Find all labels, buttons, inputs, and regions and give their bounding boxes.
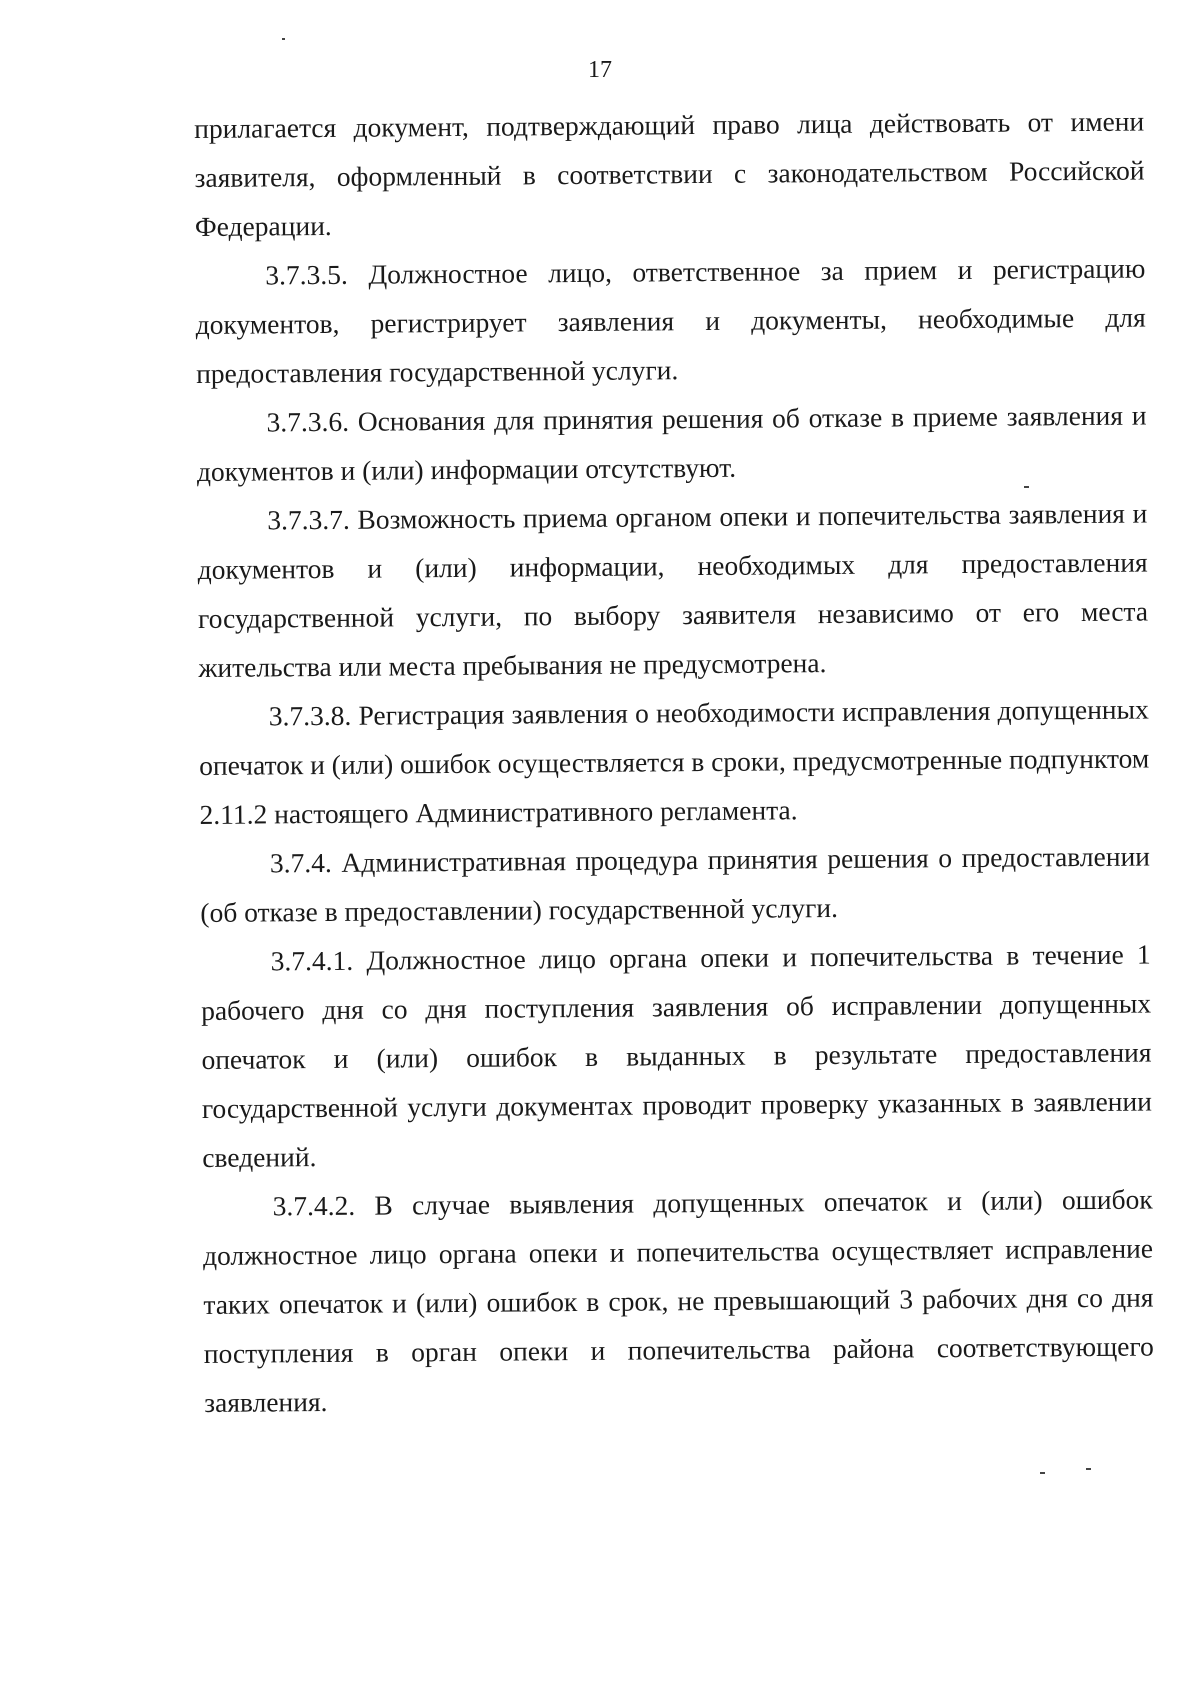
paragraph-3-7-4: 3.7.4. Административная процедура принятия решения о предоставлении (об отказе в предоставлении) государственной услуги.: [200, 840, 1151, 928]
paragraph-3-7-3-7: 3.7.3.7. Возможность приема органом опеки и попечительства заявления и документов и (или) информации, необходимых для предоставления государственной услуги, по выбору заявителя независимо от его места жительства или места пребывания не предусмотрена.: [197, 497, 1149, 683]
scan-speck: [1040, 1472, 1045, 1474]
page-number: 17: [588, 57, 612, 83]
scan-speck: [1024, 486, 1029, 488]
document-body: [194, 97, 1154, 1427]
paragraph-3-7-3-8: 3.7.3.8. Регистрация заявления о необходимости исправления допущенных опечаток и (или) ошибок осуществляется в сроки, предусмотренные подпунктом 2.11.2 настоящего Административного регламента.: [199, 693, 1150, 830]
paragraph-continuation: прилагается документ, подтверждающий право лица действовать от имени заявителя, оформленный в соответствии с законодательством Российской Федерации.: [194, 105, 1145, 242]
paragraph-3-7-3-5: 3.7.3.5. Должностное лицо, ответственное за прием и регистрацию документов, регистрирует заявления и документы, необходимые для предоставления государственной услуги.: [195, 252, 1146, 389]
scan-speck: [282, 38, 285, 40]
scan-speck: [1086, 1468, 1091, 1470]
paragraph-3-7-4-2: 3.7.4.2. В случае выявления допущенных опечаток и (или) ошибок должностное лицо органа опеки и попечительства осуществляет исправление таких опечаток и (или) ошибок в срок, не превышающий 3 рабочих дня со дня поступления в орган опеки и попечительства района соответствующего заявления.: [202, 1183, 1154, 1418]
paragraph-3-7-4-1: 3.7.4.1. Должностное лицо органа опеки и попечительства в течение 1 рабочего дня со дня поступления заявления об исправлении допущенных опечаток и (или) ошибок в выданных в результате предоставления государственной услуги документах проводит проверку указанных в заявлении сведений.: [200, 938, 1152, 1173]
paragraph-3-7-3-6: 3.7.3.6. Основания для принятия решения об отказе в приеме заявления и документов и (или) информации отсутствуют.: [196, 399, 1147, 487]
